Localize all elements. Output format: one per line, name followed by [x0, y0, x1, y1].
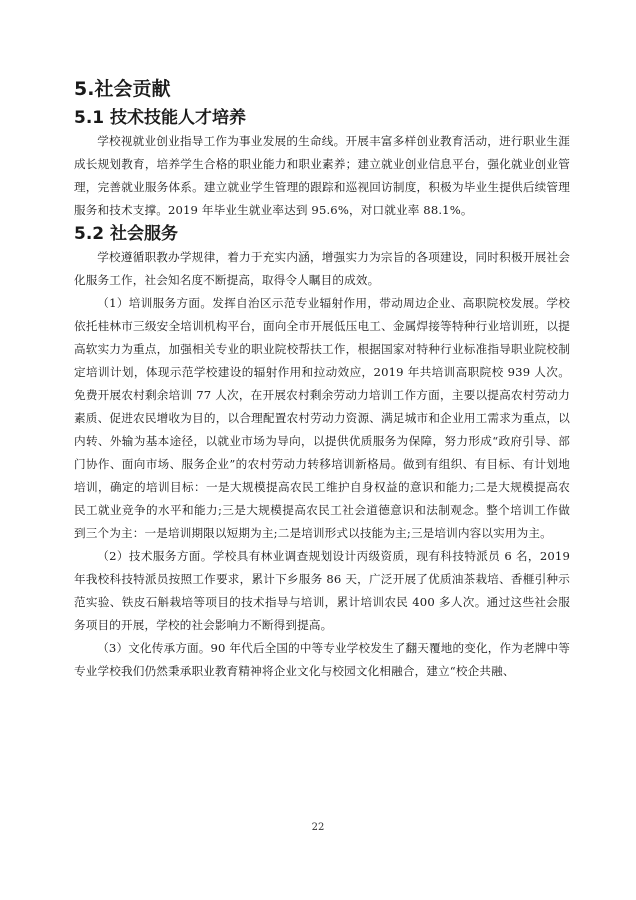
page-content	[74, 76, 570, 683]
paragraph-cultural-heritage: （3）文化传承方面。90 年代后全国的中等专业学校发生了翻天覆地的变化，作为老牌中等专业学校我们仍然秉承职业教育精神将企业文化与校园文化相融合，建立“校企共融、	[74, 641, 570, 678]
paragraph-social-intro: 学校遵循职教办学规律，着力于充实内涵，增强实力为宗旨的各项建设，同时积极开展社会化服务工作，社会知名度不断提高，取得令人瞩目的成效。	[74, 250, 570, 287]
paragraph-technical-service: （2）技术服务方面。学校具有林业调查规划设计丙级资质，现有科技特派员 6 名，2019 年我校科技特派员按照工作要求，累计下乡服务 86 天，广泛开展了优质油茶栽培、香榧引种示范实验、铁皮石斛栽培等项目的技术指导与培训，累计培训农民 400 多人次。通过这些社会服务项目的开展，学校的社会影响力不断得到提高。	[74, 549, 570, 632]
section-heading-social-service: 5.2 社会服务	[74, 224, 179, 244]
chapter-heading: 5.社会贡献	[74, 78, 171, 100]
page-number: 22	[311, 822, 325, 833]
section-heading-talent: 5.1 技术技能人才培养	[74, 108, 247, 128]
paragraph-training-service: （1）培训服务方面。发挥自治区示范专业辐射作用，带动周边企业、高职院校发展。学校依托桂林市三级安全培训机构平台，面向全市开展低压电工、金属焊接等特种行业培训班，以提高软实力为重点，加强相关专业的职业院校帮扶工作，根据国家对特种行业标准指导职业院校制定培训计划，体现示范学校建设的辐射作用和拉动效应，2019 年共培训高职院校 939 人次。免费开展农村剩余培训 77 人次，在开展农村剩余劳动力培训工作方面，主要以提高农村劳动力素质、促进农民增收为目的，以合理配置农村劳动力资源、满足城市和企业用工需求为重点，以内转、外输为基本途径，以就业市场为导向，以提供优质服务为保障，努力形成“政府引导、部门协作、面向市场、服务企业”的农村劳动力转移培训新格局。做到有组织、有目标、有计划地培训，确定的培训目标：一是大规模提高农民工维护自身权益的意识和能力;二是大规模提高农民工就业竞争的水平和能力;三是大规模提高农民工社会道德意识和法制观念。整个培训工作做到三个为主：一是培训期限以短期为主;二是培训形式以技能为主;三是培训内容以实用为主。	[74, 296, 570, 540]
paragraph-employment: 学校视就业创业指导工作为事业发展的生命线。开展丰富多样创业教育活动，进行职业生涯成长规划教育，培养学生合格的职业能力和职业素养；建立就业创业信息平台，强化就业创业管理，完善就业服务体系。建立就业学生管理的跟踪和巡视回访制度，积极为毕业生提供后续管理服务和技术支撑。2019 年毕业生就业率达到 95.6%，对口就业率 88.1%。	[74, 134, 570, 217]
